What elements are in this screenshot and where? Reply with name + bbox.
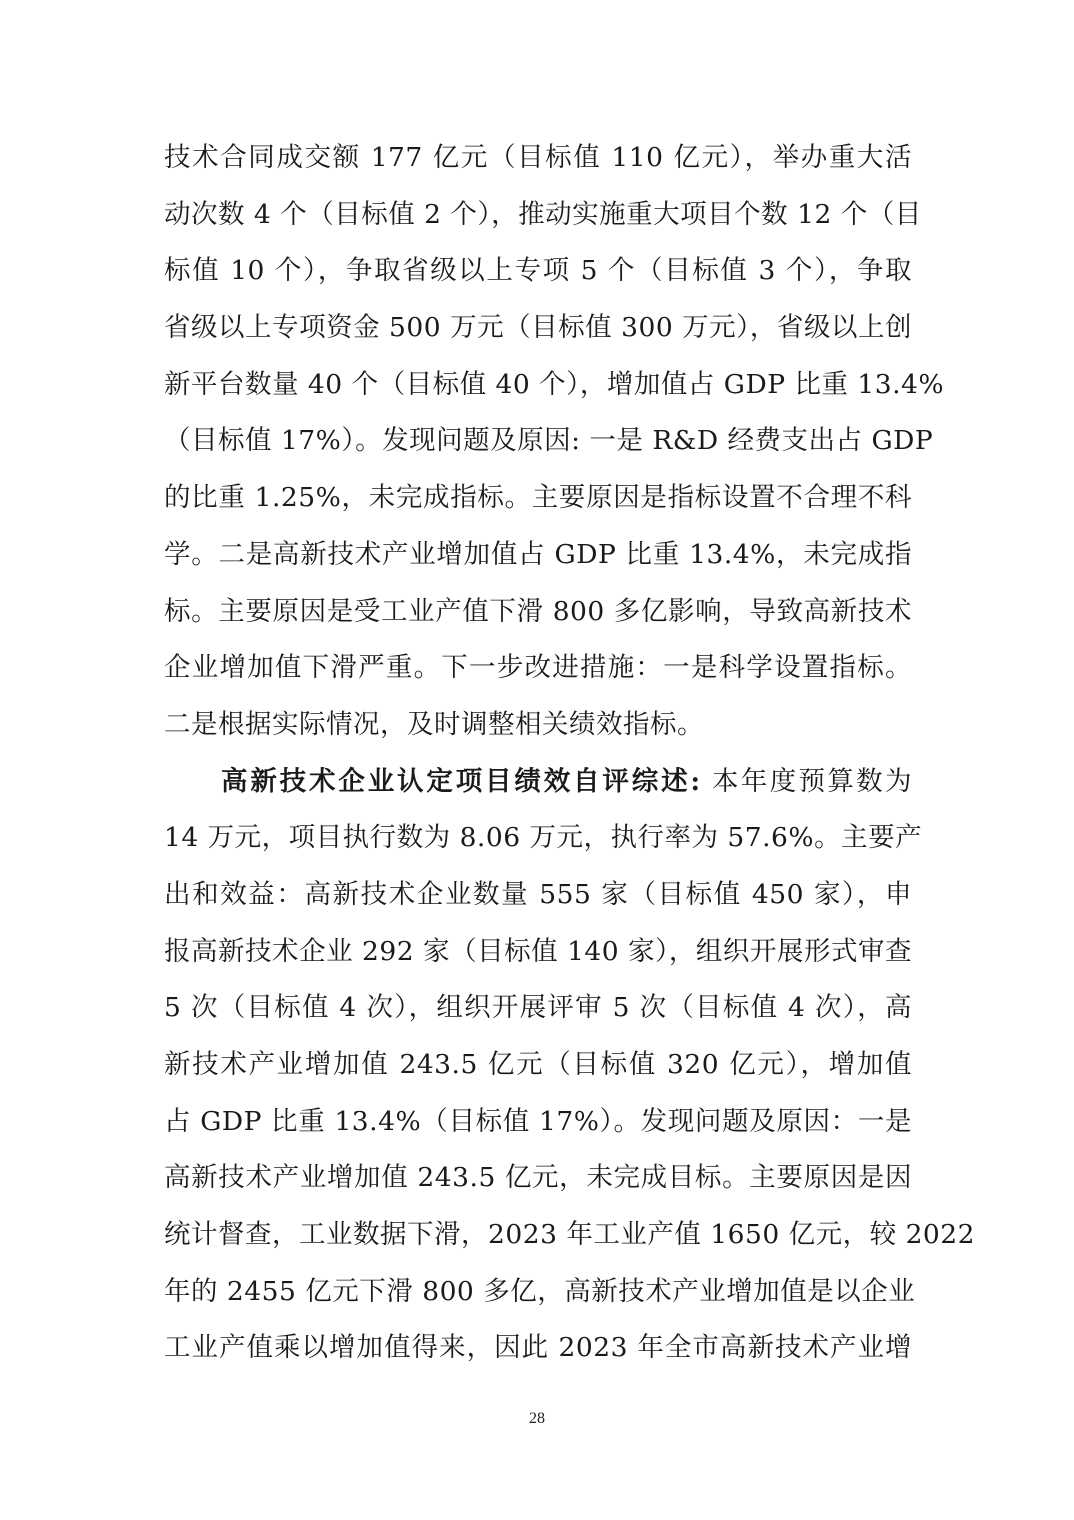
paragraph-heading-line xyxy=(164,754,912,811)
text-line: 出和效益：高新技术企业数量 555 家（目标值 450 家），申 xyxy=(164,878,912,910)
text-line: 动次数 4 个（目标值 2 个），推动实施重大项目个数 12 个（目 xyxy=(164,198,922,230)
text-line: 新平台数量 40 个（目标值 40 个），增加值占 GDP 比重 13.4% xyxy=(164,368,945,400)
heading-line-text: 本年度预算数为 xyxy=(701,765,912,797)
text-line: 企业增加值下滑严重。下一步改进措施：一是科学设置指标。 xyxy=(164,652,912,684)
text-line: 省级以上专项资金 500 万元（目标值 300 万元），省级以上创 xyxy=(164,312,912,344)
text-line: 学。二是高新技术产业增加值占 GDP 比重 13.4%，未完成指 xyxy=(164,538,912,570)
section-heading: 高新技术企业认定项目绩效自评综述: xyxy=(221,765,702,797)
paragraph-1 xyxy=(164,130,945,754)
text-line: 报高新技术企业 292 家（目标值 140 家），组织开展形式审查 xyxy=(164,935,912,967)
text-line: 5 次（目标值 4 次），组织开展评审 5 次（目标值 4 次），高 xyxy=(164,992,912,1024)
text-line: 高新技术产业增加值 243.5 亿元，未完成目标。主要原因是因 xyxy=(164,1162,912,1194)
text-line: 二是根据实际情况，及时调整相关绩效指标。 xyxy=(164,708,704,740)
text-line: 14 万元，项目执行数为 8.06 万元，执行率为 57.6%。主要产 xyxy=(164,822,923,854)
text-line: 的比重 1.25%，未完成指标。主要原因是指标设置不合理不科 xyxy=(164,482,912,514)
paragraph-2 xyxy=(164,754,976,1378)
text-line: （目标值 17%）。发现问题及原因: 一是 R&D 经费支出占 GDP xyxy=(164,425,934,457)
text-line: 年的 2455 亿元下滑 800 多亿，高新技术产业增加值是以企业 xyxy=(164,1275,916,1307)
text-line: 标值 10 个），争取省级以上专项 5 个（目标值 3 个），争取 xyxy=(164,255,912,287)
text-line: 工业产值乘以增加值得来，因此 2023 年全市高新技术产业增 xyxy=(164,1332,912,1364)
text-line: 占 GDP 比重 13.4%（目标值 17%）。发现问题及原因：一是 xyxy=(164,1105,912,1137)
text-line: 新技术产业增加值 243.5 亿元（目标值 320 亿元），增加值 xyxy=(164,1049,912,1080)
text-line: 技术合同成交额 177 亿元（目标值 110 亿元），举办重大活 xyxy=(164,142,912,173)
text-line: 统计督查，工业数据下滑，2023 年工业产值 1650 亿元，较 2022 xyxy=(164,1219,976,1251)
text-line: 标。主要原因是受工业产值下滑 800 多亿影响，导致高新技术 xyxy=(164,595,912,627)
page-number: 28 xyxy=(529,1410,545,1427)
document-body xyxy=(164,130,976,1377)
